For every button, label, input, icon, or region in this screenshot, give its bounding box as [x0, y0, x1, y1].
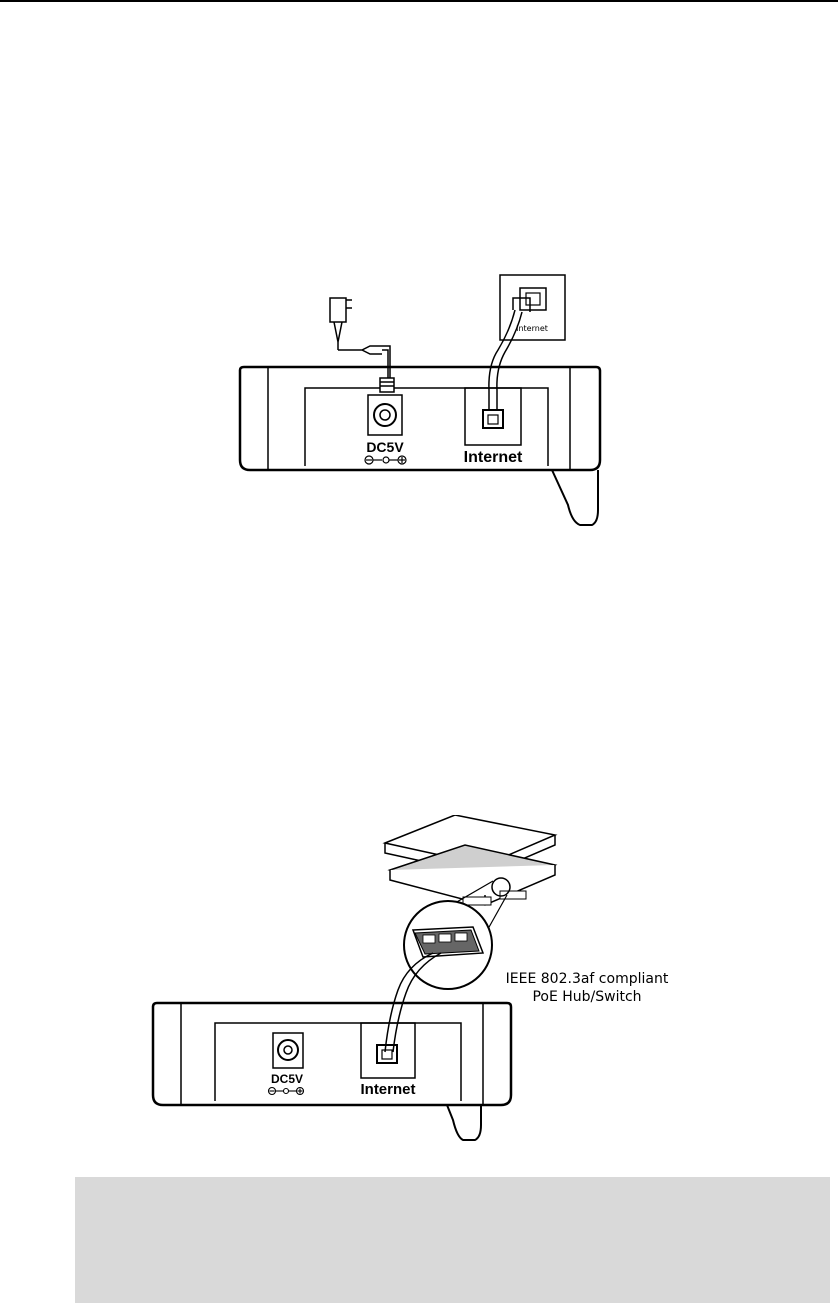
wall-jack-label: Internet: [516, 324, 548, 333]
port-zoom-icon: [404, 901, 492, 989]
dc-jack-icon: [368, 395, 402, 435]
note-box: [75, 1177, 830, 1303]
header-rule: [0, 0, 838, 2]
internet-port-label: Internet: [360, 1081, 416, 1098]
phone-base-icon: [153, 1003, 511, 1140]
polarity-icon: [269, 1088, 304, 1095]
internet-port-label: Internet: [463, 449, 523, 466]
dc-jack-icon: [273, 1033, 303, 1068]
poe-switch-icon: [385, 815, 555, 905]
dc-port-label: DC5V: [270, 1072, 304, 1086]
figure-poe-connection: [145, 815, 745, 1145]
dc-port-label: DC5V: [366, 439, 404, 455]
phone-base-icon: [240, 367, 600, 525]
poe-callout-line-1: IEEE 802.3af compliant: [505, 971, 669, 987]
poe-callout-line-2: PoE Hub/Switch: [532, 989, 642, 1005]
figure-power-adapter-connection: [230, 270, 620, 530]
internet-port-icon: [465, 388, 521, 445]
polarity-icon: [365, 456, 406, 464]
power-adapter-icon: [330, 298, 394, 392]
